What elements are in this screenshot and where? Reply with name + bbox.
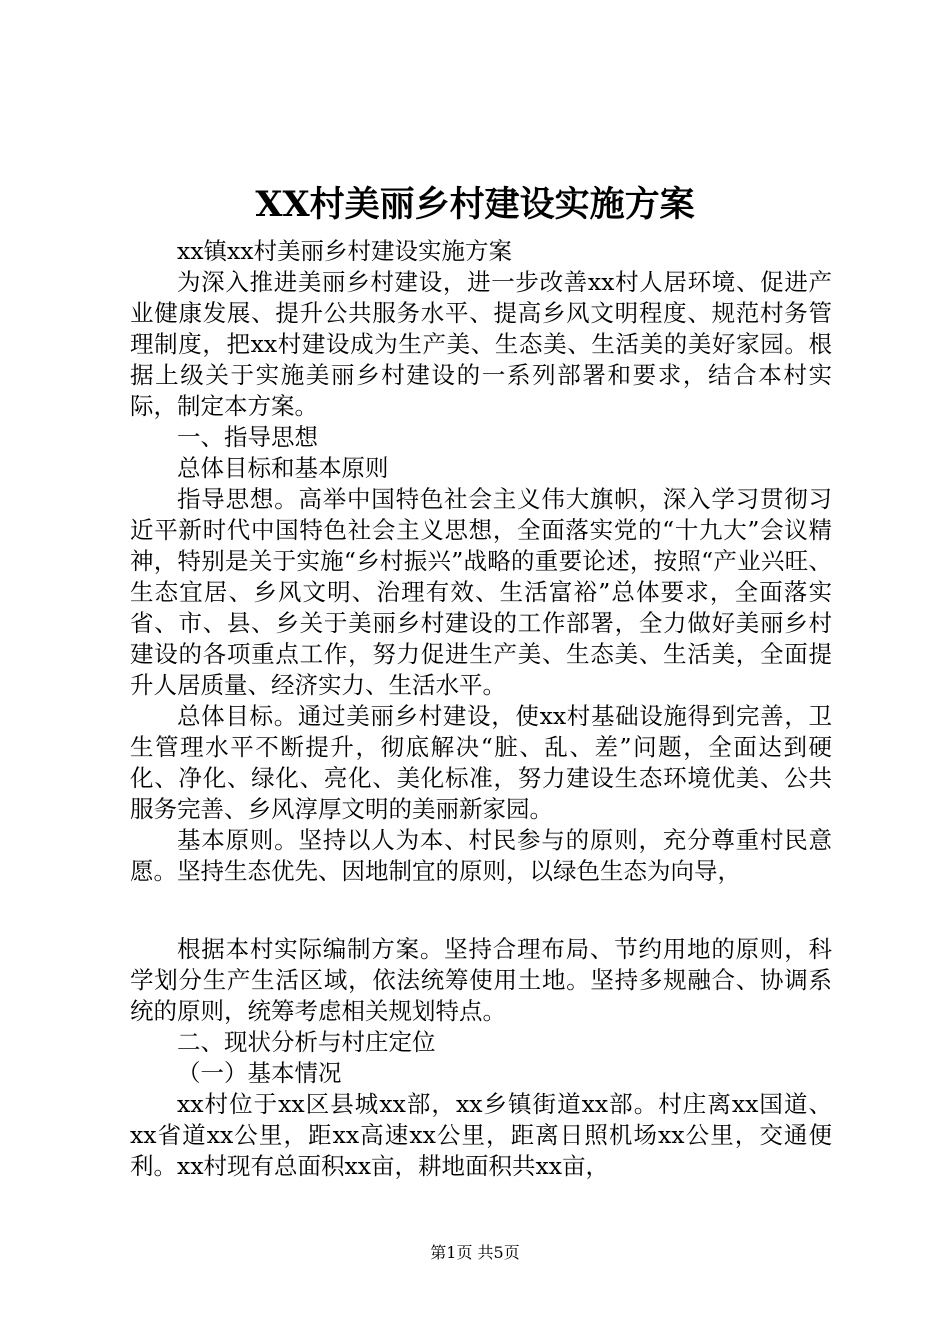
- section-heading-status-analysis: 二、现状分析与村庄定位: [177, 1028, 436, 1056]
- subheading-basic-situation: （一）基本情况: [177, 1059, 342, 1087]
- paragraph-principles-continued: 根据本村实际编制方案。坚持合理布局、节约用地的原则，科学划分生产生活区域，依法统筹使用土地。坚持多规融合、协调系统的原则，统筹考虑相关规划特点。: [130, 935, 832, 1025]
- body-block-1: [130, 236, 832, 887]
- paragraph-guiding-ideology: 指导思想。高举中国特色社会主义伟大旗帜，深入学习贯彻习近平新时代中国特色社会主义思想，全面落实党的“十九大”会议精神，特别是关于实施“乡村振兴”战略的重要论述，按照“产业兴旺、生态宜居、乡风文明、治理有效、生活富裕”总体要求，全面落实省、市、县、乡关于美丽乡村建设的工作部署，全力做好美丽乡村建设的各项重点工作，努力促进生产美、生态美、生活美，全面提升人居质量、经济实力、生活水平。: [130, 485, 832, 699]
- paragraph-basic-principles: 基本原则。坚持以人为本、村民参与的原则，充分尊重村民意愿。坚持生态优先、因地制宜的原则，以绿色生态为向导，: [130, 826, 832, 885]
- paragraph-basic-situation: xx村位于xx区县城xx部，xx乡镇街道xx部。村庄离xx国道、xx省道xx公里，距xx高速xx公里，距离日照机场xx公里，交通便利。xx村现有总面积xx亩，耕地面积共xx亩，: [130, 1090, 832, 1180]
- paragraph-intro: 为深入推进美丽乡村建设，进一步改善xx村人居环境、促进产业健康发展、提升公共服务水平、提高乡风文明程度、规范村务管理制度，把xx村建设成为生产美、生态美、生活美的美好家园。根据上级关于实施美丽乡村建设的一系列部署和要求，结合本村实际，制定本方案。: [130, 268, 832, 420]
- section-heading-guiding-ideology: 一、指导思想: [177, 423, 318, 451]
- page-number-footer: 第1页 共5页: [430, 1243, 520, 1262]
- document-title: XX村美丽乡村建设实施方案: [255, 184, 695, 225]
- paragraph-subtitle: xx镇xx村美丽乡村建设实施方案: [177, 237, 513, 265]
- subheading-goals-principles: 总体目标和基本原则: [177, 454, 389, 482]
- body-block-2: [130, 934, 832, 1182]
- paragraph-overall-goal: 总体目标。通过美丽乡村建设，使xx村基础设施得到完善，卫生管理水平不断提升，彻底解决“脏、乱、差”问题，全面达到硬化、净化、绿化、亮化、美化标准，努力建设生态环境优美、公共服务完善、乡风淳厚文明的美丽新家园。: [130, 702, 832, 823]
